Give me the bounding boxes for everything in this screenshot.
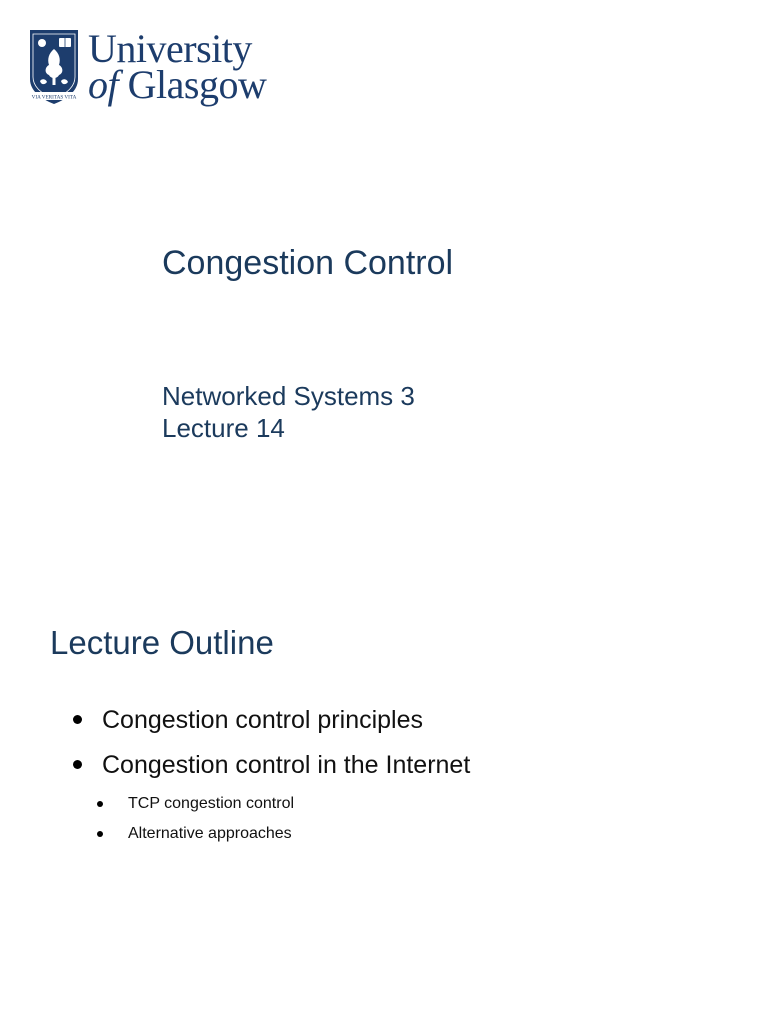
sub-list-item-text: Alternative approaches xyxy=(128,825,292,842)
svg-text:VIA VERITAS VITA: VIA VERITAS VITA xyxy=(31,94,77,101)
bullet-icon xyxy=(73,715,82,724)
outline-list xyxy=(0,700,768,850)
sub-list-item xyxy=(0,820,768,850)
bullet-icon xyxy=(97,801,103,807)
bullet-icon xyxy=(73,760,82,769)
list-item-text: Congestion control principles xyxy=(102,706,424,734)
wordmark-university: University xyxy=(88,26,252,71)
wordmark-of-glasgow xyxy=(88,62,267,107)
bullet-icon xyxy=(97,831,103,837)
sub-list-item-text: TCP congestion control xyxy=(128,795,295,812)
outline-heading: Lecture Outline xyxy=(50,624,274,661)
university-wordmark xyxy=(88,26,267,107)
slide-title: Congestion Control xyxy=(162,244,454,282)
crest-icon xyxy=(29,29,79,106)
list-item xyxy=(0,700,768,745)
university-logo xyxy=(29,26,274,107)
wordmark-glasgow: Glasgow xyxy=(118,62,267,107)
sub-list-item xyxy=(0,790,768,820)
course-name: Networked Systems 3 xyxy=(162,381,415,411)
wordmark-of: of xyxy=(88,62,119,107)
list-item-text: Congestion control in the Internet xyxy=(102,751,471,779)
lecture-number: Lecture 14 xyxy=(162,413,285,443)
slide-subtitle xyxy=(162,380,415,444)
list-item xyxy=(0,745,768,790)
